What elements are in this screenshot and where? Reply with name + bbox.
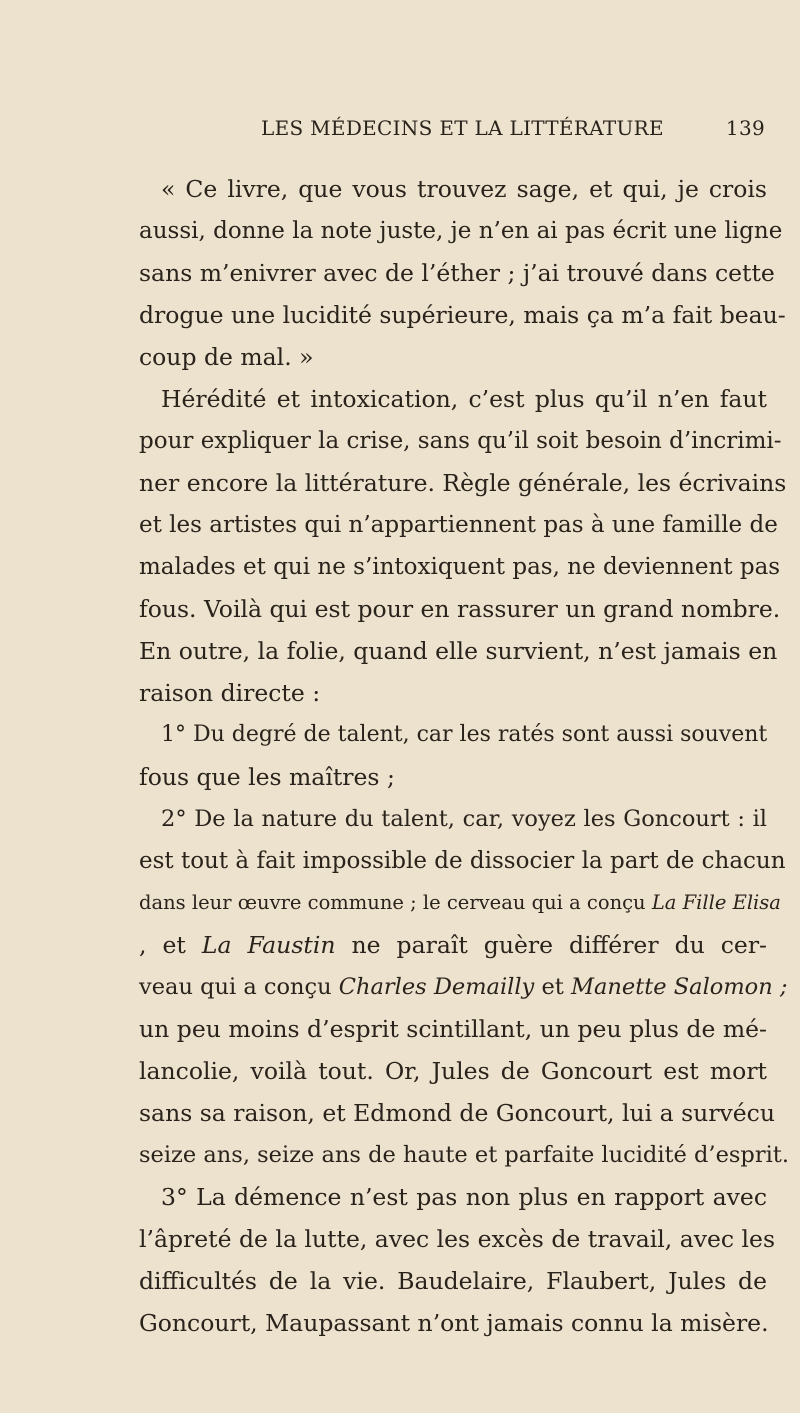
text-line — [139, 882, 781, 924]
text-line: difficultés de la vie. Baudelaire, Flaubert, Jules de — [139, 1267, 767, 1295]
text-fragment: et — [541, 974, 564, 1000]
title-la-faustin: La Faustin — [201, 931, 336, 959]
text-line: fous. Voilà qui est pour en rassurer un grand nombre. — [139, 595, 781, 623]
text-fragment: , et — [139, 931, 186, 959]
title-la-fille-elisa: La Fille Elisa — [651, 891, 781, 914]
text-fragment: dans leur œuvre commune ; le cerveau qui a conçu — [139, 891, 646, 914]
text-line: Goncourt, Maupassant n’ont jamais connu la misère. — [139, 1309, 769, 1337]
text-line — [139, 924, 767, 966]
text-line: coup de mal. » — [139, 343, 314, 371]
running-title: LES MÉDECINS ET LA LITTÉRATURE — [261, 116, 664, 140]
text-line: aussi, donne la note juste, je n’en ai pas écrit une ligne — [139, 218, 783, 244]
text-line: seize ans, seize ans de haute et parfaite lucidité d’esprit. — [139, 1142, 789, 1168]
text-line: ner encore la littérature. Règle générale, les écrivains — [139, 469, 787, 497]
text-line: Hérédité et intoxication, c’est plus qu’il n’en faut — [161, 385, 767, 413]
text-line: drogue une lucidité supérieure, mais ça m’a fait beau- — [139, 301, 786, 329]
text-line: sans m’enivrer avec de l’éther ; j’ai trouvé dans cette — [139, 259, 775, 287]
text-line: sans sa raison, et Edmond de Goncourt, lui a survécu — [139, 1099, 775, 1127]
text-line: et les artistes qui n’appartiennent pas à une famille de — [139, 512, 778, 538]
text-line: un peu moins d’esprit scintillant, un peu plus de mé- — [139, 1015, 767, 1043]
body-text — [139, 168, 789, 1344]
text-line: malades et qui ne s’intoxiquent pas, ne deviennent pas — [139, 554, 781, 580]
text-line: pour expliquer la crise, sans qu’il soit besoin d’incrimi- — [139, 428, 782, 454]
text-line: est tout à fait impossible de dissocier la part de chacun — [139, 848, 786, 874]
text-line: 3° La démence n’est pas non plus en rapport avec — [161, 1183, 767, 1211]
text-line: raison directe : — [139, 679, 321, 707]
text-line: fous que les maîtres ; — [139, 763, 395, 791]
title-charles-demailly: Charles Demailly — [338, 974, 535, 1000]
text-line: En outre, la folie, quand elle survient, n’est jamais en — [139, 637, 778, 665]
title-manette-salomon: Manette Salomon ; — [570, 974, 788, 1000]
text-line: 1° Du degré de talent, car les ratés sont aussi souvent — [161, 722, 768, 747]
text-line: 2° De la nature du talent, car, voyez les Goncourt : il — [161, 806, 767, 832]
text-line: lancolie, voilà tout. Or, Jules de Goncourt est mort — [139, 1057, 767, 1085]
text-line: « Ce livre, que vous trouvez sage, et qui, je crois — [161, 175, 767, 203]
text-fragment: ne paraît guère différer du cer- — [351, 931, 767, 959]
text-fragment: veau qui a conçu — [139, 974, 332, 1000]
text-line: l’âpreté de la lutte, avec les excès de travail, avec les — [139, 1225, 776, 1253]
page-number: 139 — [725, 116, 765, 140]
text-line — [139, 966, 788, 1008]
